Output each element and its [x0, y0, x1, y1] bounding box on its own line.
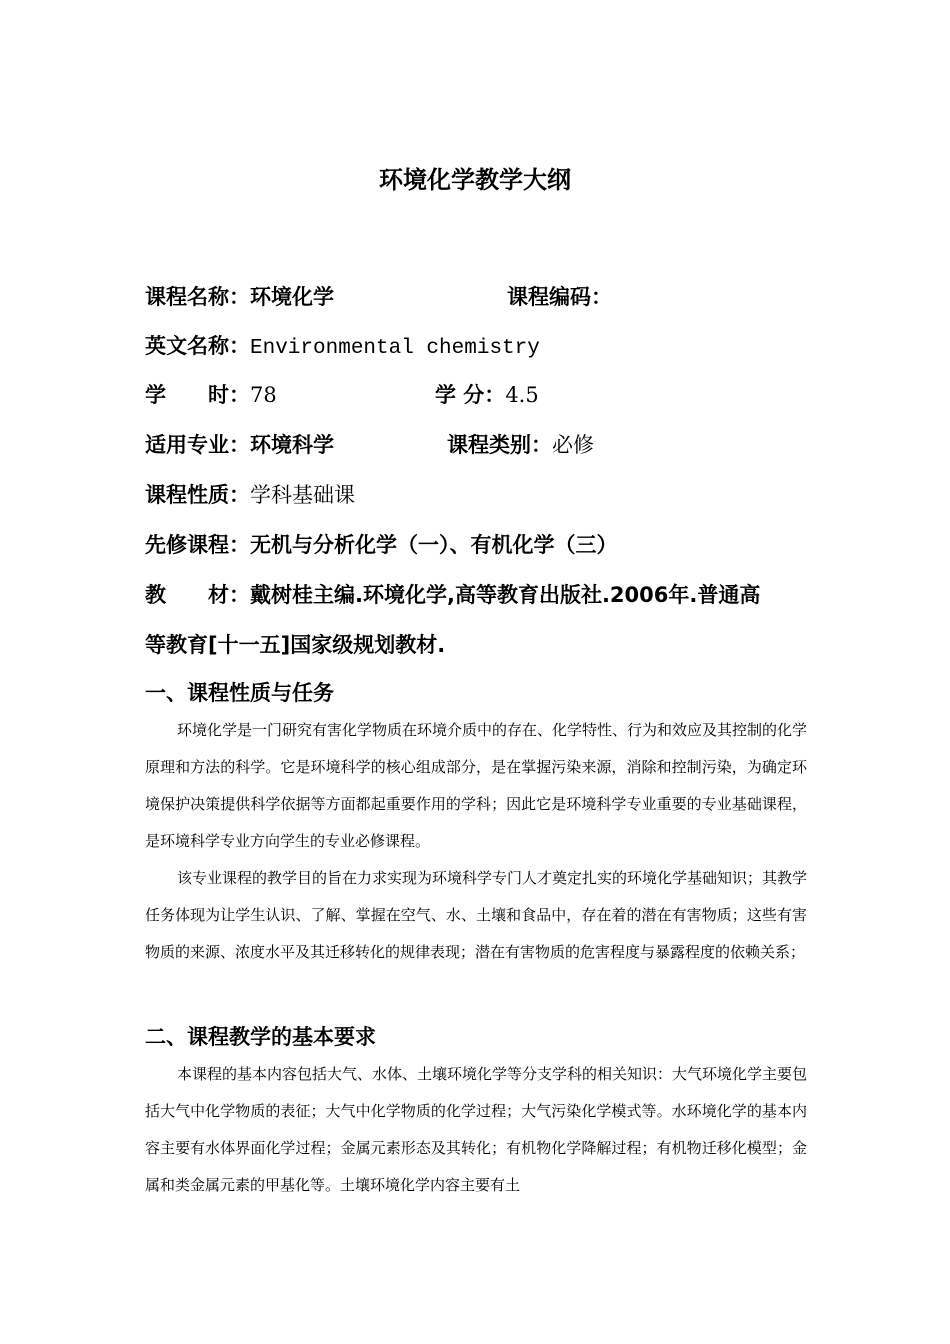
- textbook-value-line1: 戴树桂主编.环境化学,高等教育出版社.2006年.普通高: [250, 583, 761, 607]
- course-code-line: [507, 282, 612, 312]
- textbook-line: [145, 580, 760, 610]
- course-name-label: 课程名称：: [145, 285, 250, 309]
- hours-line: [145, 380, 277, 410]
- course-name-line: [145, 282, 334, 312]
- paragraph-nature: 环境化学是一门研究有害化学物质在环境介质中的存在、化学特性、行为和效应及其控制的化学原理和方法的科学。它是环境科学的核心组成部分，是在掌握污染来源，消除和控制污染，为确定环境保护决策提供科学依据等方面都起重要作用的学科；因此它是环境科学专业重要的专业基础课程，是环境科学专业方向学生的专业必修课程。: [145, 721, 808, 850]
- paragraph-requirements: 本课程的基本内容包括大气、水体、土壤环境化学等分支学科的相关知识：大气环境化学主要包括大气中化学物质的表征；大气中化学物质的化学过程；大气污染化学模式等。水环境化学的基本内容主要有水体界面化学过程；金属元素形态及其转化；有机物化学降解过程；有机物迁移化模型；金属和类金属元素的甲基化等。土壤环境化学内容主要有土: [145, 1065, 808, 1194]
- textbook-continuation: [145, 630, 445, 660]
- prereq-value: 无机与分析化学（一）、有机化学（三）: [250, 533, 618, 557]
- english-name-line: [145, 331, 540, 364]
- category-value: 必修: [552, 433, 594, 457]
- prereq-label: 先修课程：: [145, 533, 250, 557]
- major-value: 环境科学: [250, 433, 334, 457]
- nature-value: 学科基础课: [250, 483, 355, 507]
- nature-line: [145, 480, 355, 510]
- category-label: 课程类别：: [447, 433, 552, 457]
- course-code-label: 课程编码：: [507, 285, 612, 309]
- credits-line: [435, 380, 539, 410]
- english-name-value: Environmental chemistry: [250, 337, 540, 360]
- major-label: 适用专业：: [145, 433, 250, 457]
- prereq-line: [145, 530, 618, 560]
- hours-label: 学 时：: [145, 383, 250, 407]
- hours-value: 78: [250, 383, 277, 407]
- major-line: [145, 430, 334, 460]
- english-name-label: 英文名称：: [145, 334, 250, 358]
- category-line: [447, 430, 594, 460]
- course-name-value: 环境化学: [250, 285, 334, 309]
- section-heading-requirements: 二、课程教学的基本要求: [145, 1025, 376, 1049]
- section-heading-nature-task: 一、课程性质与任务: [145, 681, 334, 705]
- paragraph-goals: 该专业课程的教学目的旨在力求实现为环境科学专门人才奠定扎实的环境化学基础知识；其教学任务体现为让学生认识、了解、掌握在空气、水、土壤和食品中，存在着的潜在有害物质；这些有害物质的来源、浓度水平及其迁移转化的规律表现；潜在有害物质的危害程度与暴露程度的依赖关系；: [145, 869, 808, 961]
- document-title: 环境化学教学大纲: [379, 166, 571, 194]
- textbook-value-line2: 等教育[十一五]国家级规划教材.: [145, 633, 446, 657]
- credits-value: 4.5: [505, 383, 539, 407]
- textbook-label: 教 材：: [145, 583, 250, 607]
- credits-label: 学 分：: [435, 383, 506, 407]
- nature-label: 课程性质：: [145, 483, 250, 507]
